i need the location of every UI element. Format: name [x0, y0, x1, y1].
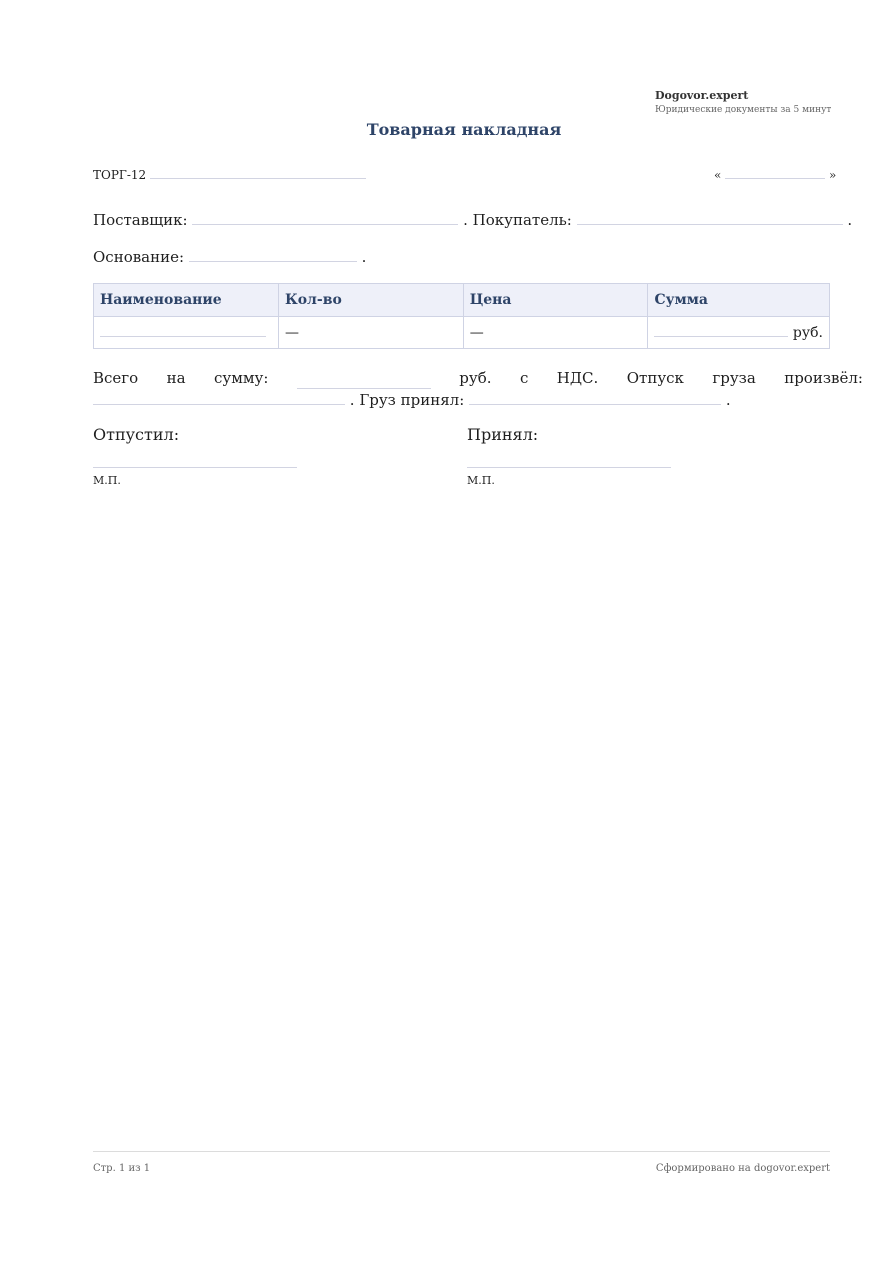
total-sum-field[interactable]	[297, 367, 431, 389]
sum-unit: руб.	[792, 324, 823, 341]
parties-row	[93, 209, 852, 231]
footer-generated: Сформировано на dogovor.expert	[655, 1163, 830, 1174]
brand-block	[655, 88, 855, 117]
stamp-label-right: М.П.	[467, 474, 495, 487]
basis-field[interactable]	[189, 261, 357, 262]
buyer-label: . Покупатель:	[463, 211, 572, 229]
supplier-label: Поставщик:	[93, 211, 188, 229]
date-close-quote: »	[829, 168, 837, 182]
goods-table	[93, 283, 830, 349]
total-line-2	[93, 389, 863, 411]
form-code: ТОРГ-12	[93, 168, 147, 182]
supplier-field[interactable]	[192, 224, 458, 225]
total-word: Отпуск	[626, 369, 684, 387]
received-by-field[interactable]	[469, 404, 721, 405]
received-label: . Груз принял:	[349, 391, 465, 409]
total-word: Всего	[93, 369, 139, 387]
total-paragraph	[93, 367, 863, 411]
document-title: Товарная накладная	[366, 120, 562, 139]
total-word: руб.	[459, 369, 492, 387]
stamp-label-left: М.П.	[93, 474, 121, 487]
total-word: на	[166, 369, 186, 387]
form-code-row	[93, 166, 366, 184]
footer-divider	[93, 1151, 830, 1152]
item-name-field[interactable]	[100, 336, 266, 337]
brand-tagline: Юридические документы за 5 минут	[655, 105, 832, 115]
total-end-punct: .	[725, 391, 731, 409]
total-word: груза	[712, 369, 756, 387]
total-word: произвёл:	[784, 369, 863, 387]
released-signature-label: Отпустил:	[93, 425, 180, 444]
buyer-field[interactable]	[577, 224, 843, 225]
total-word: сумму:	[214, 369, 269, 387]
total-line-1	[93, 367, 863, 389]
table-header-row	[94, 284, 830, 317]
cell-price: —	[463, 317, 648, 349]
total-word: с	[519, 369, 529, 387]
header-qty: Кол-во	[278, 284, 463, 317]
cell-name	[94, 317, 279, 349]
item-sum-field[interactable]	[654, 336, 788, 337]
header-sum: Сумма	[648, 284, 830, 317]
table-row	[94, 317, 830, 349]
released-signature-field[interactable]	[93, 467, 297, 468]
basis-end-punct: .	[361, 248, 367, 266]
released-by-field[interactable]	[93, 404, 345, 405]
page-number: Стр. 1 из 1	[93, 1163, 151, 1174]
cell-qty: —	[278, 317, 463, 349]
date-row	[714, 166, 836, 184]
basis-label: Основание:	[93, 248, 185, 266]
header-name: Наименование	[94, 284, 279, 317]
date-open-quote: «	[714, 168, 722, 182]
parties-end-punct: .	[847, 211, 853, 229]
document-number-field[interactable]	[150, 178, 366, 179]
accepted-signature-field[interactable]	[467, 467, 671, 468]
accepted-signature-label: Принял:	[467, 425, 539, 444]
cell-sum	[648, 317, 830, 349]
basis-row	[93, 246, 366, 268]
date-field[interactable]	[725, 178, 825, 179]
brand-name: Dogovor.expert	[655, 89, 749, 102]
header-price: Цена	[463, 284, 648, 317]
total-word: НДС.	[556, 369, 599, 387]
